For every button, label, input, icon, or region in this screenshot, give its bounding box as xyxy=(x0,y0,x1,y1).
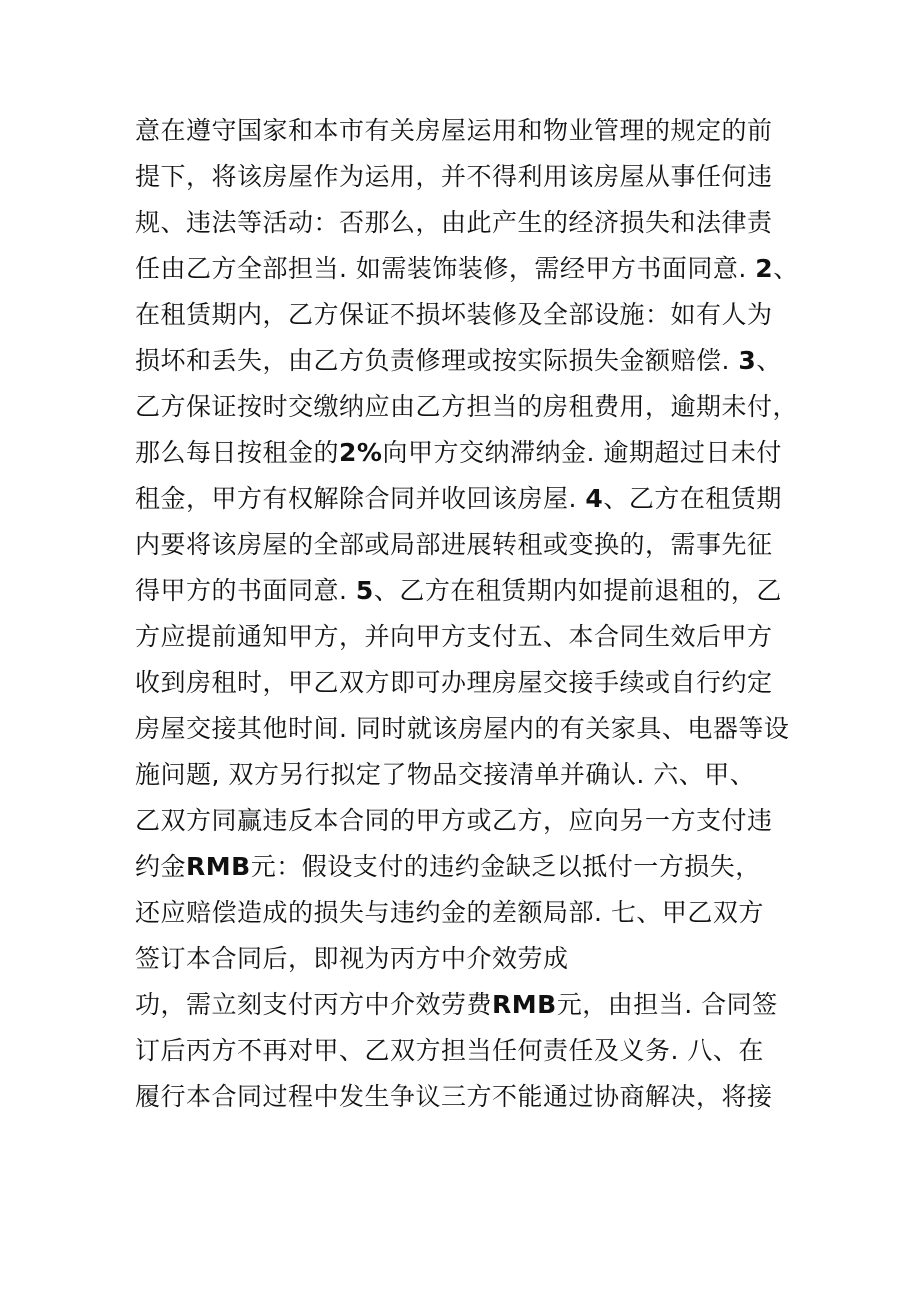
text-line xyxy=(135,154,815,200)
text-line xyxy=(135,292,815,338)
text-segment: 内要将该房屋的全部或局部进展转租或变换的，需事先征 xyxy=(135,530,773,559)
text-line xyxy=(135,338,815,384)
text-segment: 租金，甲方有权解除合同并收回该房屋. xyxy=(135,484,586,513)
bold-number: 5 xyxy=(355,576,374,605)
text-segment: 损坏和丢失，由乙方负责修理或按实际损失金额赔偿. xyxy=(135,346,739,375)
text-line xyxy=(135,568,815,614)
text-line xyxy=(135,982,815,1028)
text-line xyxy=(135,1028,815,1074)
text-line xyxy=(135,798,815,844)
text-segment: 房屋交接其他时间. 同时就该房屋内的有关家具、电器等设 xyxy=(135,714,790,743)
bold-number: 2% xyxy=(339,438,383,467)
text-segment: 乙方保证按时交缴纳应由乙方担当的房租费用，逾期未付， xyxy=(135,392,799,421)
text-line xyxy=(135,1074,815,1120)
bold-number: 4 xyxy=(585,484,604,513)
text-segment: 签订本合同后，即视为丙方中介效劳成 xyxy=(135,944,569,973)
text-segment: 规、违法等活动：否那么，由此产生的经济损失和法律责 xyxy=(135,208,773,237)
text-segment: 收到房租时，甲乙双方即可办理房屋交接手续或自行约定 xyxy=(135,668,773,697)
text-line xyxy=(135,522,815,568)
text-segment: 元：假设支付的违约金缺乏以抵付一方损失， xyxy=(250,852,761,881)
text-segment: 乙双方同赢违反本合同的甲方或乙方，应向另一方支付违 xyxy=(135,806,773,835)
text-segment: 、乙方在租赁期 xyxy=(603,484,782,513)
text-segment: 方应提前通知甲方，并向甲方支付五、本合同生效后甲方 xyxy=(135,622,773,651)
text-line xyxy=(135,430,815,476)
text-segment: 功，需立刻支付丙方中介效劳费 xyxy=(135,990,493,1019)
contract-body-text xyxy=(135,108,815,1120)
text-segment: 那么每日按租金的 xyxy=(135,438,340,467)
text-segment: 元，由担当. 合同签 xyxy=(556,990,778,1019)
text-line xyxy=(135,890,815,936)
text-segment: 向甲方交纳滞纳金. 逾期超过日未付 xyxy=(382,438,782,467)
text-line xyxy=(135,108,815,154)
text-line xyxy=(135,200,815,246)
text-segment: 在租赁期内，乙方保证不损坏装修及全部设施：如有人为 xyxy=(135,300,773,329)
text-line xyxy=(135,706,815,752)
text-segment: 、 xyxy=(756,346,782,375)
text-segment: 、乙方在租赁期内如提前退租的，乙 xyxy=(373,576,782,605)
text-segment: 订后丙方不再对甲、乙双方担当任何责任及义务. 八、在 xyxy=(135,1036,764,1065)
bold-number: 3 xyxy=(738,346,757,375)
text-line xyxy=(135,752,815,798)
text-line xyxy=(135,614,815,660)
bold-number: RMB xyxy=(492,990,557,1019)
text-segment: 履行本合同过程中发生争议三方不能通过协商解决，将接 xyxy=(135,1082,773,1111)
bold-number: RMB xyxy=(186,852,251,881)
text-line xyxy=(135,844,815,890)
text-line xyxy=(135,476,815,522)
bold-number: 2 xyxy=(755,254,774,283)
text-segment: 得甲方的书面同意. xyxy=(135,576,356,605)
text-segment: 、 xyxy=(773,254,799,283)
text-segment: 意在遵守国家和本市有关房屋运用和物业管理的规定的前 xyxy=(135,116,773,145)
text-line xyxy=(135,246,815,292)
text-line xyxy=(135,660,815,706)
text-line xyxy=(135,384,815,430)
text-line xyxy=(135,936,815,982)
text-segment: 提下，将该房屋作为运用，并不得利用该房屋从事任何违 xyxy=(135,162,773,191)
text-segment: 约金 xyxy=(135,852,187,881)
text-segment: 任由乙方全部担当. 如需装饰装修，需经甲方书面同意. xyxy=(135,254,756,283)
text-segment: 施问题, 双方另行拟定了物品交接清单并确认. 六、甲、 xyxy=(135,760,756,789)
text-segment: 还应赔偿造成的损失与违约金的差额局部. 七、甲乙双方 xyxy=(135,898,764,927)
